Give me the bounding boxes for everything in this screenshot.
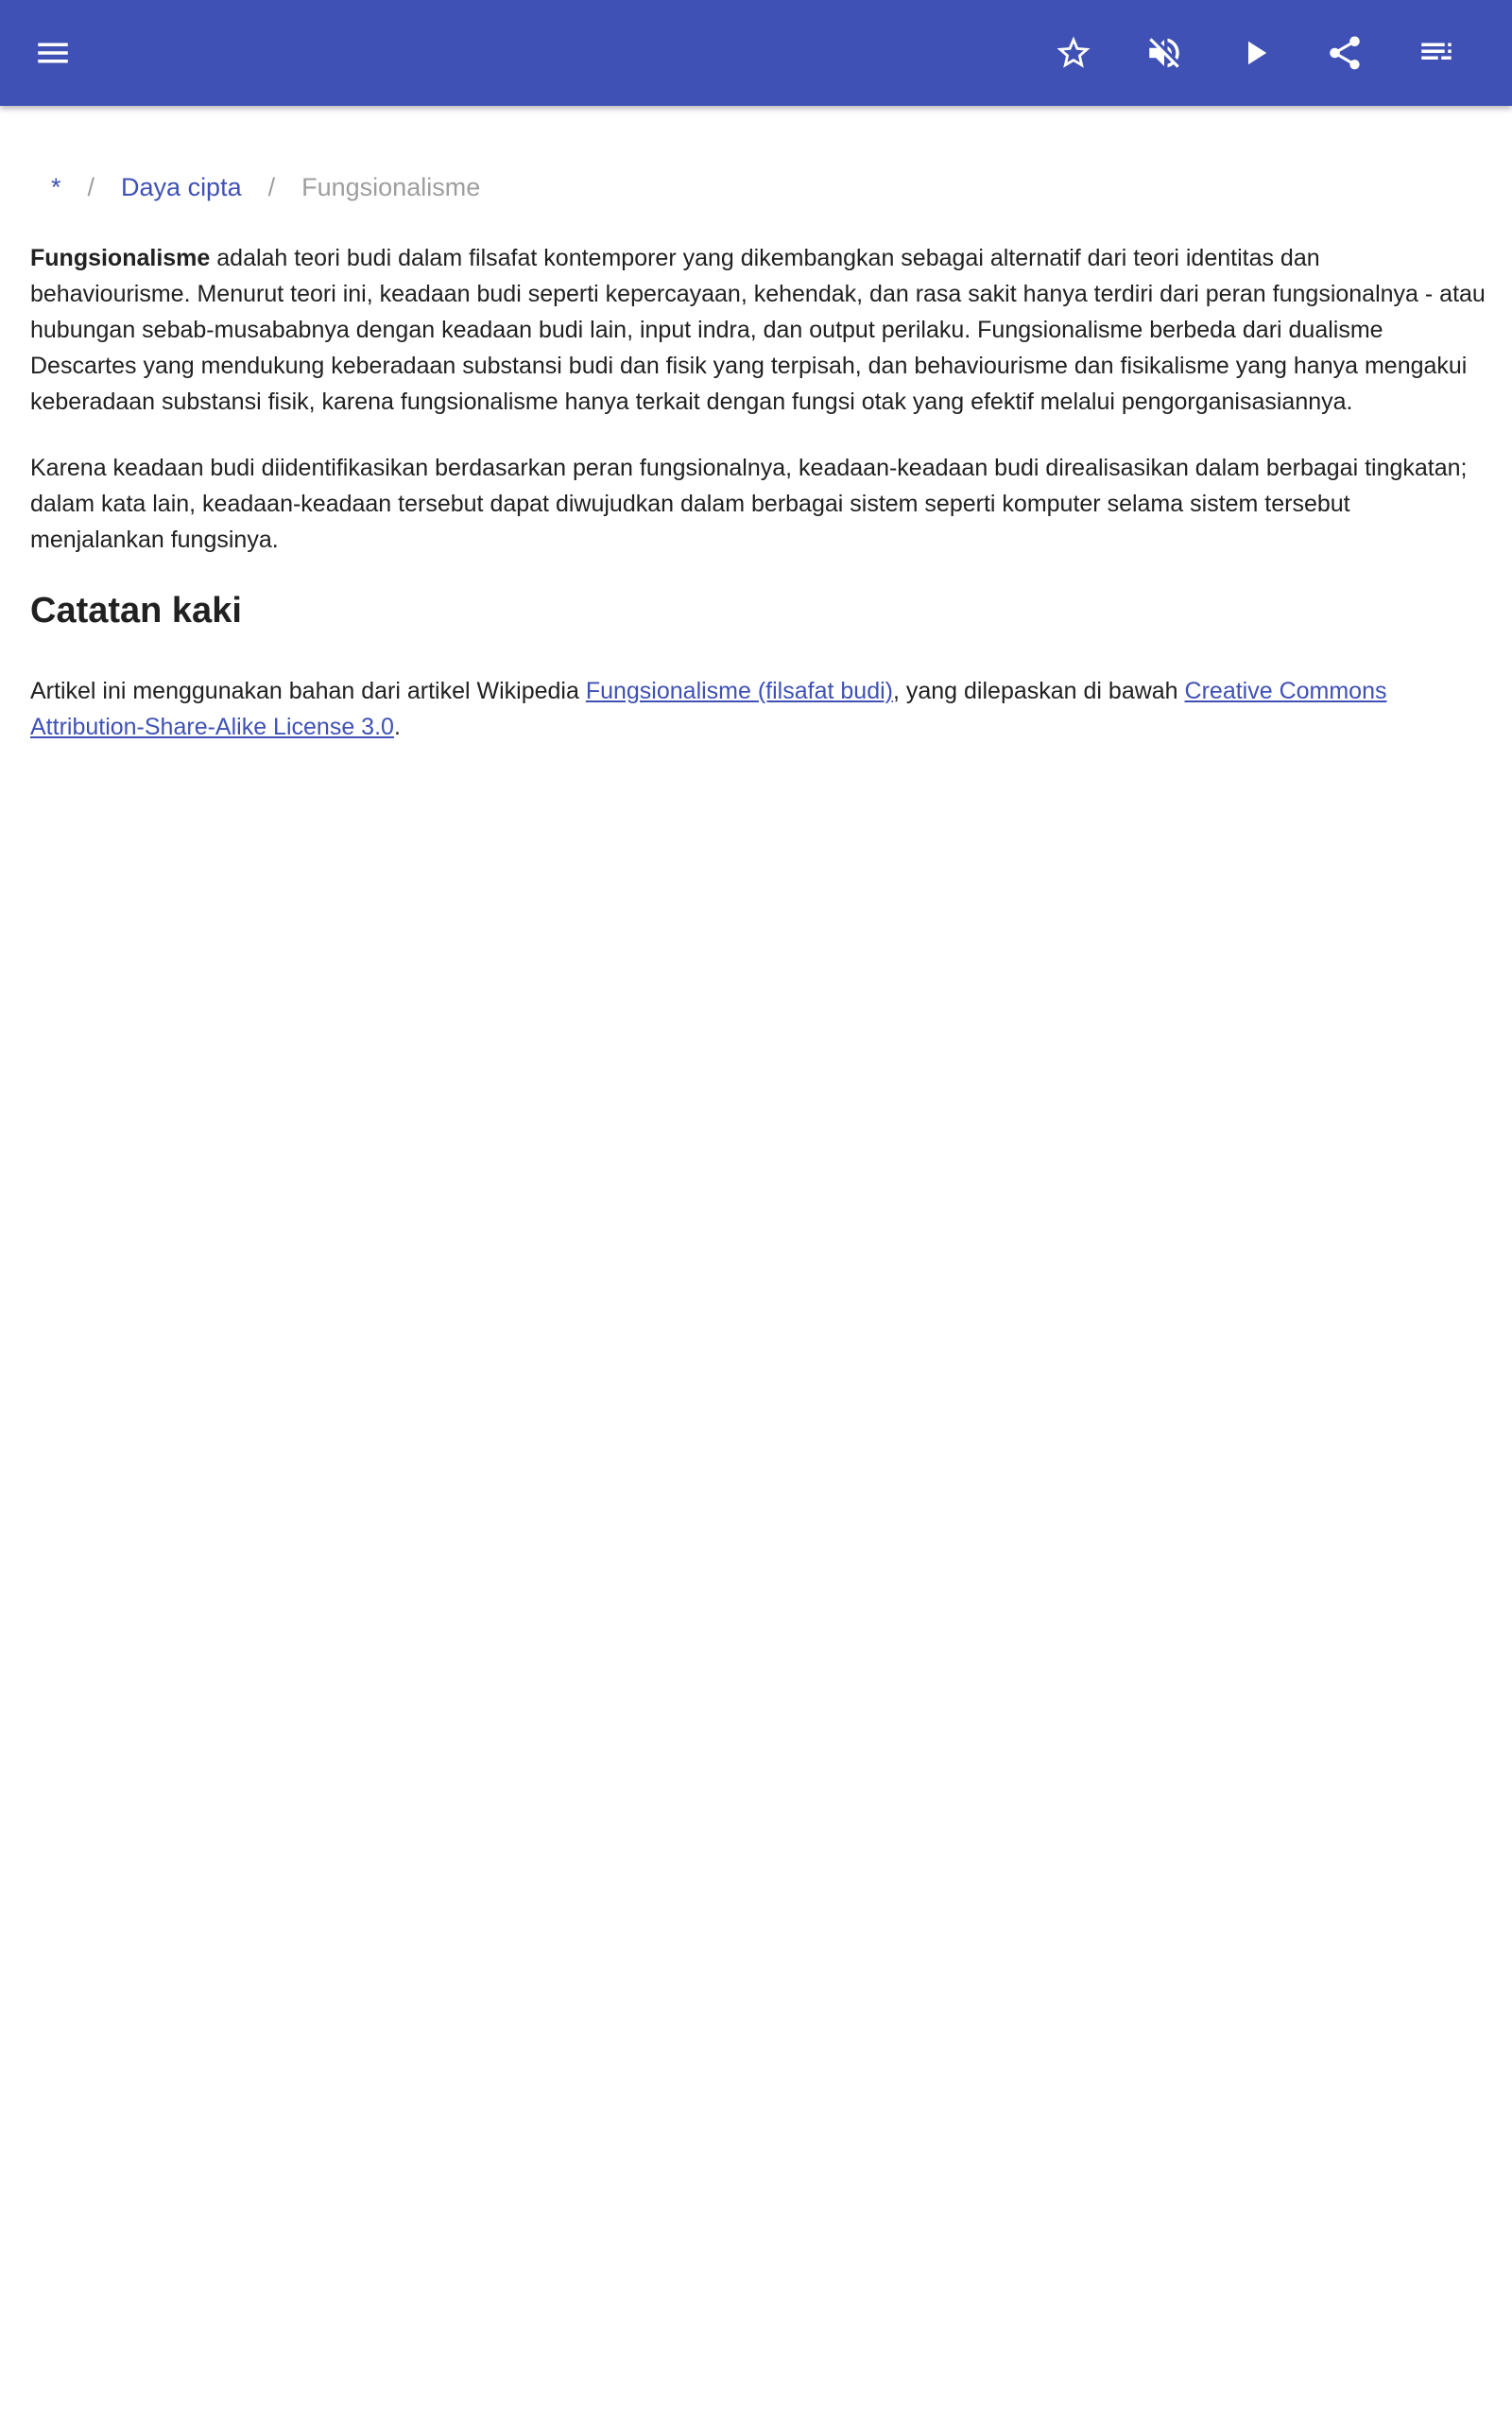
playlist-button[interactable]	[1406, 23, 1467, 83]
footnote-paragraph	[30, 673, 1486, 745]
mute-button[interactable]	[1134, 23, 1194, 83]
breadcrumb-separator: /	[267, 172, 276, 201]
footnotes-heading: Catatan kaki	[30, 591, 242, 631]
share-icon	[1325, 33, 1365, 73]
breadcrumb-separator: /	[87, 172, 95, 201]
play-icon	[1235, 33, 1275, 73]
favorite-button[interactable]	[1043, 23, 1104, 83]
wikipedia-article-link[interactable]: Fungsionalisme (filsafat budi)	[585, 678, 893, 704]
paragraph-text: Karena keadaan budi diidentifikasikan berdasarkan peran fungsionalnya, keadaan-keadaan budi direalisasikan dalam berbagai tingkatan; dalam kata lain, keadaan-keadaan tersebut dapat diwujudkan dalam berbagai sistem seperti komputer selama sistem tersebut menjalankan fungsinya.	[30, 455, 1468, 553]
star-outline-icon	[1054, 33, 1093, 73]
play-button[interactable]	[1225, 23, 1285, 83]
footnote-middle: , yang dilepaskan di bawah	[892, 678, 1185, 704]
app-toolbar	[0, 0, 1512, 106]
breadcrumb-current: Fungsionalisme	[301, 172, 481, 201]
share-button[interactable]	[1314, 23, 1375, 83]
article-term: Fungsionalisme	[30, 245, 211, 271]
article-content	[30, 240, 1486, 775]
article-paragraph	[30, 450, 1486, 558]
paragraph-text: adalah teori budi dalam filsafat kontemporer yang dikembangkan sebagai alternatif dari teori identitas dan behaviourisme. Menurut teori ini, keadaan budi seperti kepercayaan, kehendak, dan rasa sakit hanya terdiri dari peran fungsionalnya - atau hubungan sebab-musababnya dengan keadaan budi lain, input indra, dan output perilaku. Fungsionalisme berbeda dari dualisme Descartes yang mendukung keberadaan substansi budi dan fisik yang terpisah, dan behaviourisme dan fisikalisme yang hanya mengakui keberadaan substansi fisik, karena fungsionalisme hanya terkait dengan fungsi otak yang efektif melalui pengorganisasiannya.	[30, 245, 1486, 415]
menu-icon	[33, 33, 73, 73]
footnote-prefix: Artikel ini menggunakan bahan dari artikel Wikipedia	[30, 678, 586, 704]
license-link[interactable]: Creative Commons Attribution-Share-Alike License 3.0	[30, 678, 1387, 740]
volume-off-icon	[1144, 33, 1184, 73]
menu-button[interactable]	[23, 23, 83, 83]
breadcrumb-parent-link[interactable]: Daya cipta	[121, 172, 242, 201]
breadcrumb	[51, 168, 480, 206]
article-paragraph	[30, 240, 1486, 420]
footnote-suffix: .	[393, 714, 401, 740]
breadcrumb-home-link[interactable]: *	[51, 172, 61, 201]
playlist-icon	[1417, 33, 1456, 73]
